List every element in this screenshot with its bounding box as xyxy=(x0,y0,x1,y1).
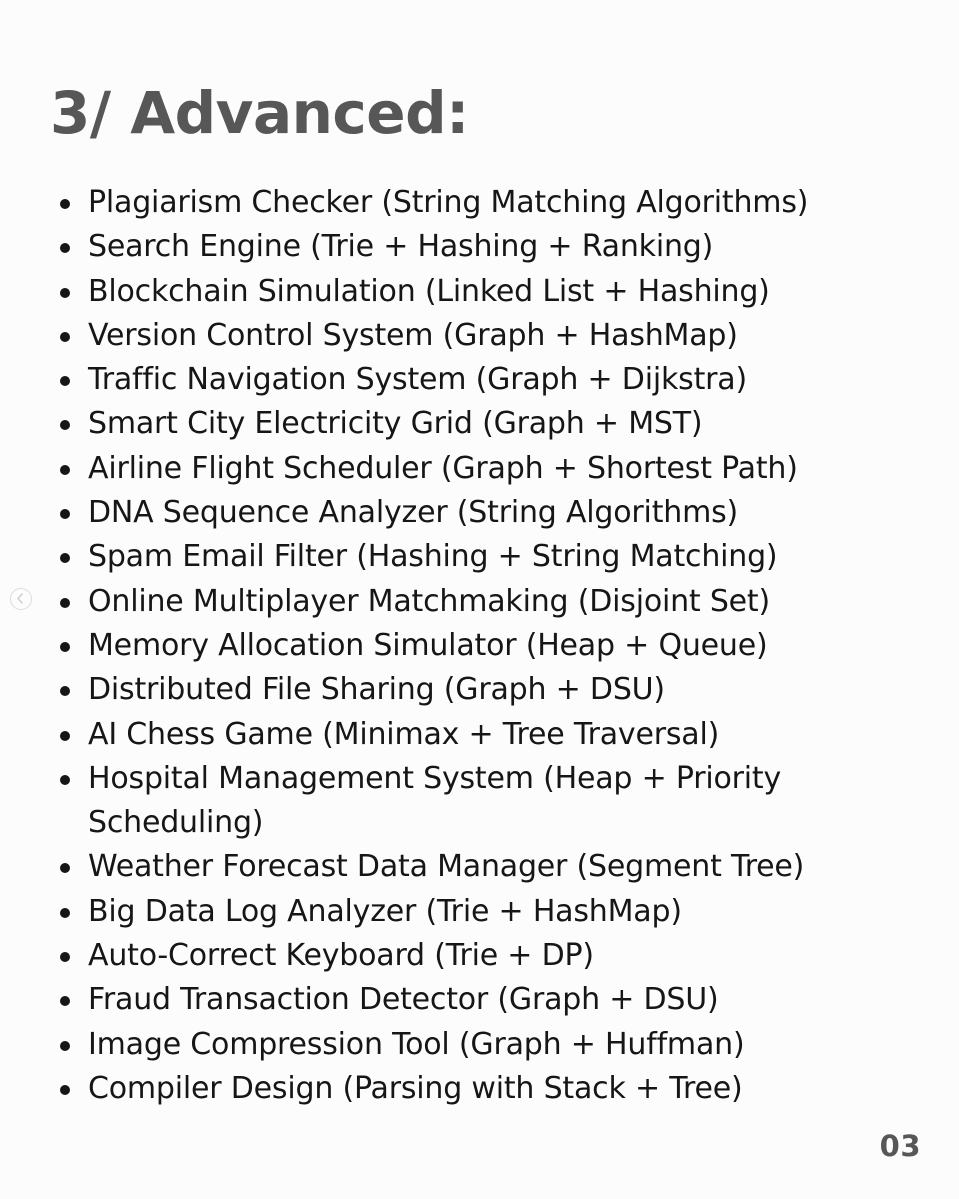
list-item xyxy=(58,580,918,624)
bullet-icon xyxy=(60,420,70,430)
list-item-label: Blockchain Simulation (Linked List + Hashing) xyxy=(88,273,770,309)
bullet-icon xyxy=(60,199,70,209)
list-item xyxy=(58,934,918,978)
bullet-icon xyxy=(60,288,70,298)
list-item xyxy=(58,668,918,712)
bullet-icon xyxy=(60,243,70,253)
list-item-label: Spam Email Filter (Hashing + String Matching) xyxy=(88,539,778,575)
bullet-icon xyxy=(60,996,70,1006)
list-item-label: Smart City Electricity Grid (Graph + MST) xyxy=(88,406,703,442)
bullet-icon xyxy=(60,598,70,608)
list-item xyxy=(58,447,918,491)
bullet-icon xyxy=(60,553,70,563)
list-item-label: Airline Flight Scheduler (Graph + Shortest Path) xyxy=(88,450,798,486)
list-item-label: Weather Forecast Data Manager (Segment Tree) xyxy=(88,849,805,885)
list-item-label: Big Data Log Analyzer (Trie + HashMap) xyxy=(88,893,682,929)
list-item xyxy=(58,314,918,358)
page-number: 03 xyxy=(879,1129,921,1163)
list-item-label: Version Control System (Graph + HashMap) xyxy=(88,317,738,353)
bullet-icon xyxy=(60,376,70,386)
bullet-icon xyxy=(60,642,70,652)
list-item xyxy=(58,1067,918,1111)
list-item xyxy=(58,358,918,402)
bullet-icon xyxy=(60,731,70,741)
bullet-icon xyxy=(60,1041,70,1051)
list-item xyxy=(58,713,918,757)
list-item-label: Traffic Navigation System (Graph + Dijkstra) xyxy=(88,362,747,398)
page-title: 3/ Advanced: xyxy=(50,79,469,147)
bullet-icon xyxy=(60,509,70,519)
list-item-label: Distributed File Sharing (Graph + DSU) xyxy=(88,672,665,708)
bullet-icon xyxy=(60,1085,70,1095)
list-item-label: Online Multiplayer Matchmaking (Disjoint Set) xyxy=(88,583,770,619)
list-item xyxy=(58,402,918,446)
bullet-icon xyxy=(60,686,70,696)
list-item-label: Search Engine (Trie + Hashing + Ranking) xyxy=(88,229,714,265)
list-item xyxy=(58,1023,918,1067)
list-item xyxy=(58,535,918,579)
bullet-icon xyxy=(60,863,70,873)
list-item-label: Fraud Transaction Detector (Graph + DSU) xyxy=(88,982,719,1018)
list-item xyxy=(58,757,918,846)
list-item xyxy=(58,978,918,1022)
list-item xyxy=(58,225,918,269)
list-item-label: Hospital Management System (Heap + Priority Scheduling) xyxy=(88,760,782,841)
list-item-label: Compiler Design (Parsing with Stack + Tree) xyxy=(88,1070,743,1106)
list-item-label: DNA Sequence Analyzer (String Algorithms) xyxy=(88,495,739,531)
list-item xyxy=(58,624,918,668)
list-item-label: Plagiarism Checker (String Matching Algorithms) xyxy=(88,185,809,220)
list-item xyxy=(58,845,918,889)
bullet-icon xyxy=(60,775,70,785)
list-item xyxy=(58,181,918,225)
bullet-icon xyxy=(60,332,70,342)
bullet-icon xyxy=(60,908,70,918)
list-item-label: Image Compression Tool (Graph + Huffman) xyxy=(88,1026,745,1062)
previous-slide-button[interactable] xyxy=(10,588,32,610)
bullet-icon xyxy=(60,952,70,962)
chevron-left-icon xyxy=(11,589,30,608)
project-list xyxy=(58,181,918,1111)
list-item xyxy=(58,890,918,934)
list-item-label: Memory Allocation Simulator (Heap + Queue) xyxy=(88,627,768,663)
list-item xyxy=(58,491,918,535)
bullet-icon xyxy=(60,465,70,475)
list-item-label: Auto-Correct Keyboard (Trie + DP) xyxy=(88,938,594,974)
list-item xyxy=(58,270,918,314)
list-item-label: AI Chess Game (Minimax + Tree Traversal) xyxy=(88,716,720,752)
